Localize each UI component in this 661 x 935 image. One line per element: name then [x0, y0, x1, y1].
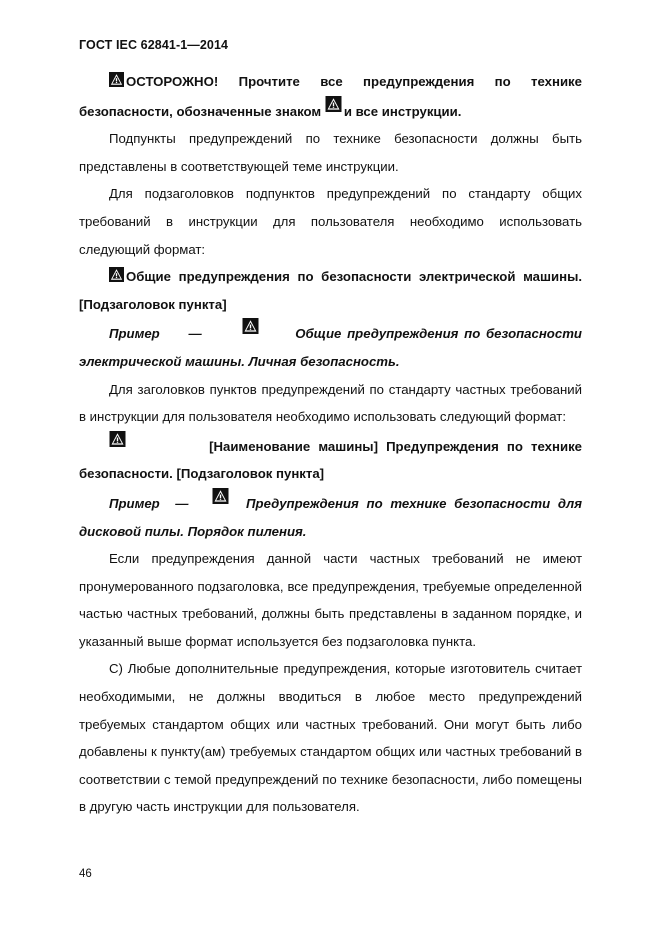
caution-paragraph-cont: безопасности, обозначенные знаком и все инструкции. — [79, 96, 582, 126]
subheading-placeholder: [Подзаголовок пункта] — [79, 296, 227, 312]
paragraph-additional-warnings: C) Любые дополнительные предупреждения, которые изготовитель считает необходимыми, не должны вводиться в любое место предупреждений требуемых стандартом общих или частных требований. Они могут быть либо добавлены к пункту(ам) требуемых стандартом общих или частных требований в соответствии с темой предупреждений по технике безопасности, либо помещены в другую часть инструкции для пользователя. — [79, 661, 582, 815]
document-body — [79, 68, 582, 821]
example-1-cont: электрической машины. Личная безопасность. — [79, 353, 400, 369]
warning-triangle-icon — [242, 318, 259, 334]
caution-paragraph: ОСТОРОЖНО! Прочтите все предупреждения по технике — [79, 68, 582, 96]
example-2-cont: дисковой пилы. Порядок пиления. — [79, 523, 307, 539]
paragraph-particular-format: Для заголовков пунктов предупреждений по стандарту частных требований в инструкции для пользователя необходимо использовать следующий формат: — [79, 381, 582, 425]
paragraph-no-subheading: Если предупреждения данной части частных требований не имеют пронумерованного подзаголовка, все предупреждения, требуемые определенной частью частных требований, должны быть представлены в заданном порядке, и указанный выше формат используется без подзаголовка пункта. — [79, 551, 582, 649]
warning-triangle-icon — [109, 431, 126, 447]
document-header: ГОСТ IEC 62841-1—2014 — [79, 38, 229, 52]
paragraph-subclauses: Подпункты предупреждений по технике безопасности должны быть представлены в соответствующей теме инструкции. — [79, 131, 582, 174]
warning-triangle-icon — [109, 267, 124, 282]
paragraph-general-format: Для подзаголовков подпунктов предупреждений по стандарту общих требований в инструкции для пользователя необходимо использовать следующий формат: — [79, 186, 582, 257]
particular-warning-heading-cont: безопасности. [Подзаголовок пункта] — [79, 466, 325, 482]
warning-triangle-icon — [109, 72, 124, 87]
example-1: Пример — Общие предупреждения по безопасности — [79, 318, 582, 348]
warning-triangle-icon — [212, 488, 229, 504]
page-number: 46 — [79, 868, 92, 880]
particular-warning-heading: [Наименование машины] Предупреждения по технике — [79, 431, 582, 461]
warning-triangle-icon — [325, 96, 342, 112]
example-2: Пример — Предупреждения по технике безопасности для — [79, 488, 582, 518]
general-warning-heading: Общие предупреждения по безопасности электрической машины. — [79, 263, 582, 291]
